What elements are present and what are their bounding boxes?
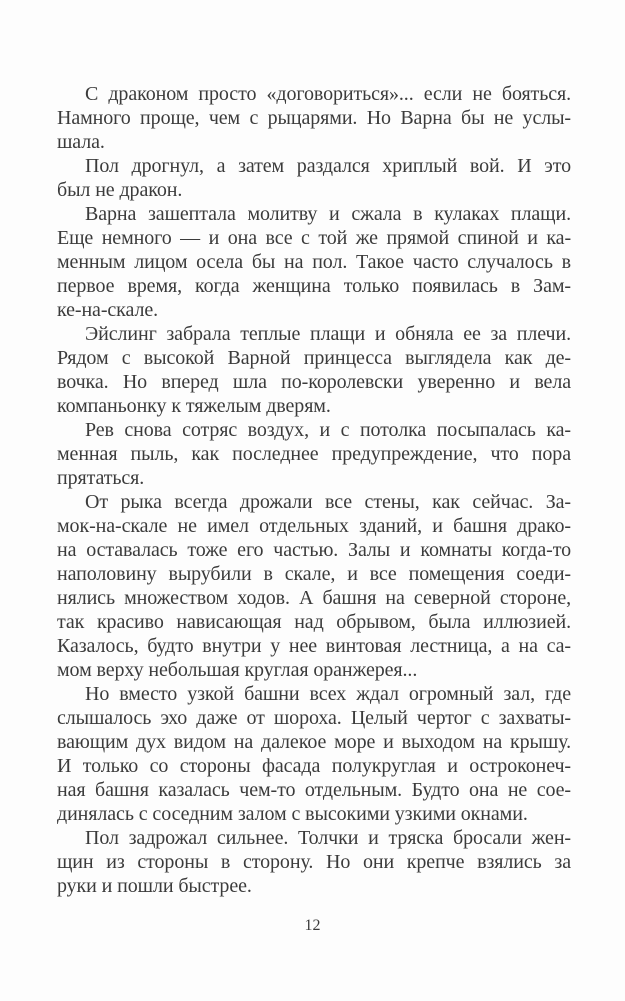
text-line: Эйслинг забрала теплые плащи и обняла ее за плечи. [85,323,571,345]
text-line: От рыка всегда дрожали все стены, как сейчас. За- [85,491,571,513]
text-line: менная пыль, как последнее предупреждение, что пора [57,443,571,465]
text-line: Варна зашептала молитву и сжала в кулаках плащи. [85,203,571,225]
paragraph [57,682,571,826]
paragraph [57,322,571,418]
text-line: менным лицом осела бы на пол. Такое часто случалось в [57,251,571,273]
text-line: Казалось, будто внутри у нее винтовая лестница, а на са- [57,635,571,657]
text-line: Еще немного — и она все с той же прямой спиной и ка- [57,227,571,249]
text-line: ке-на-скале. [57,299,158,321]
text-line: И только со стороны фасада полукруглая и остроконеч- [57,755,571,777]
text-line: С драконом просто «договориться»... если не бояться. [85,83,571,105]
text-line: динялась с соседним залом с высокими узкими окнами. [57,803,528,825]
paragraph [57,82,571,154]
page-number: 12 [304,917,321,934]
text-line: на оставалась тоже его частью. Залы и комнаты когда-то [57,539,571,561]
text-line: шала. [57,131,105,153]
text-line: первое время, когда женщина только появилась в Зам- [57,275,571,297]
paragraph [57,826,571,898]
text-line: щин из стороны в сторону. Но они крепче взялись за [57,851,571,873]
text-line: вочка. Но вперед шла по-королевски уверенно и вела [57,371,571,393]
page-text [57,82,571,898]
text-line: Пол задрожал сильнее. Толчки и тряска бросали жен- [85,827,571,849]
paragraph [57,490,571,682]
paragraph [57,418,571,490]
text-line: Но вместо узкой башни всех ждал огромный зал, где [85,683,571,705]
paragraph [57,154,571,202]
text-line: вающим дух видом на далекое море и выходом на крышу. [57,731,571,753]
text-line: Рев снова сотряс воздух, и с потолка посыпалась ка- [85,419,571,441]
text-line: так красиво нависающая над обрывом, была иллюзией. [57,611,571,633]
paragraph [57,202,571,322]
text-line: руки и пошли быстрее. [57,875,252,897]
text-line: мом верху небольшая круглая оранжерея... [57,659,418,681]
text-line: наполовину вырубили в скале, и все помещения соеди- [57,563,571,585]
text-line: Пол дрогнул, а затем раздался хриплый вой. И это [85,155,571,177]
text-line: нялись множеством ходов. А башня на северной стороне, [57,587,571,609]
text-line: прятаться. [57,467,145,489]
text-line: слышалось эхо даже от шороха. Целый чертог с захваты- [57,707,571,729]
text-line: был не дракон. [57,179,183,201]
text-line: мок-на-скале не имел отдельных зданий, и башня драко- [57,515,571,537]
text-line: Рядом с высокой Варной принцесса выглядела как де- [57,347,571,369]
text-line: Намного проще, чем с рыцарями. Но Варна бы не услы- [57,107,571,129]
text-line: компаньонку к тяжелым дверям. [57,395,331,417]
text-line: ная башня казалась чем-то отдельным. Будто она не сое- [57,779,571,801]
